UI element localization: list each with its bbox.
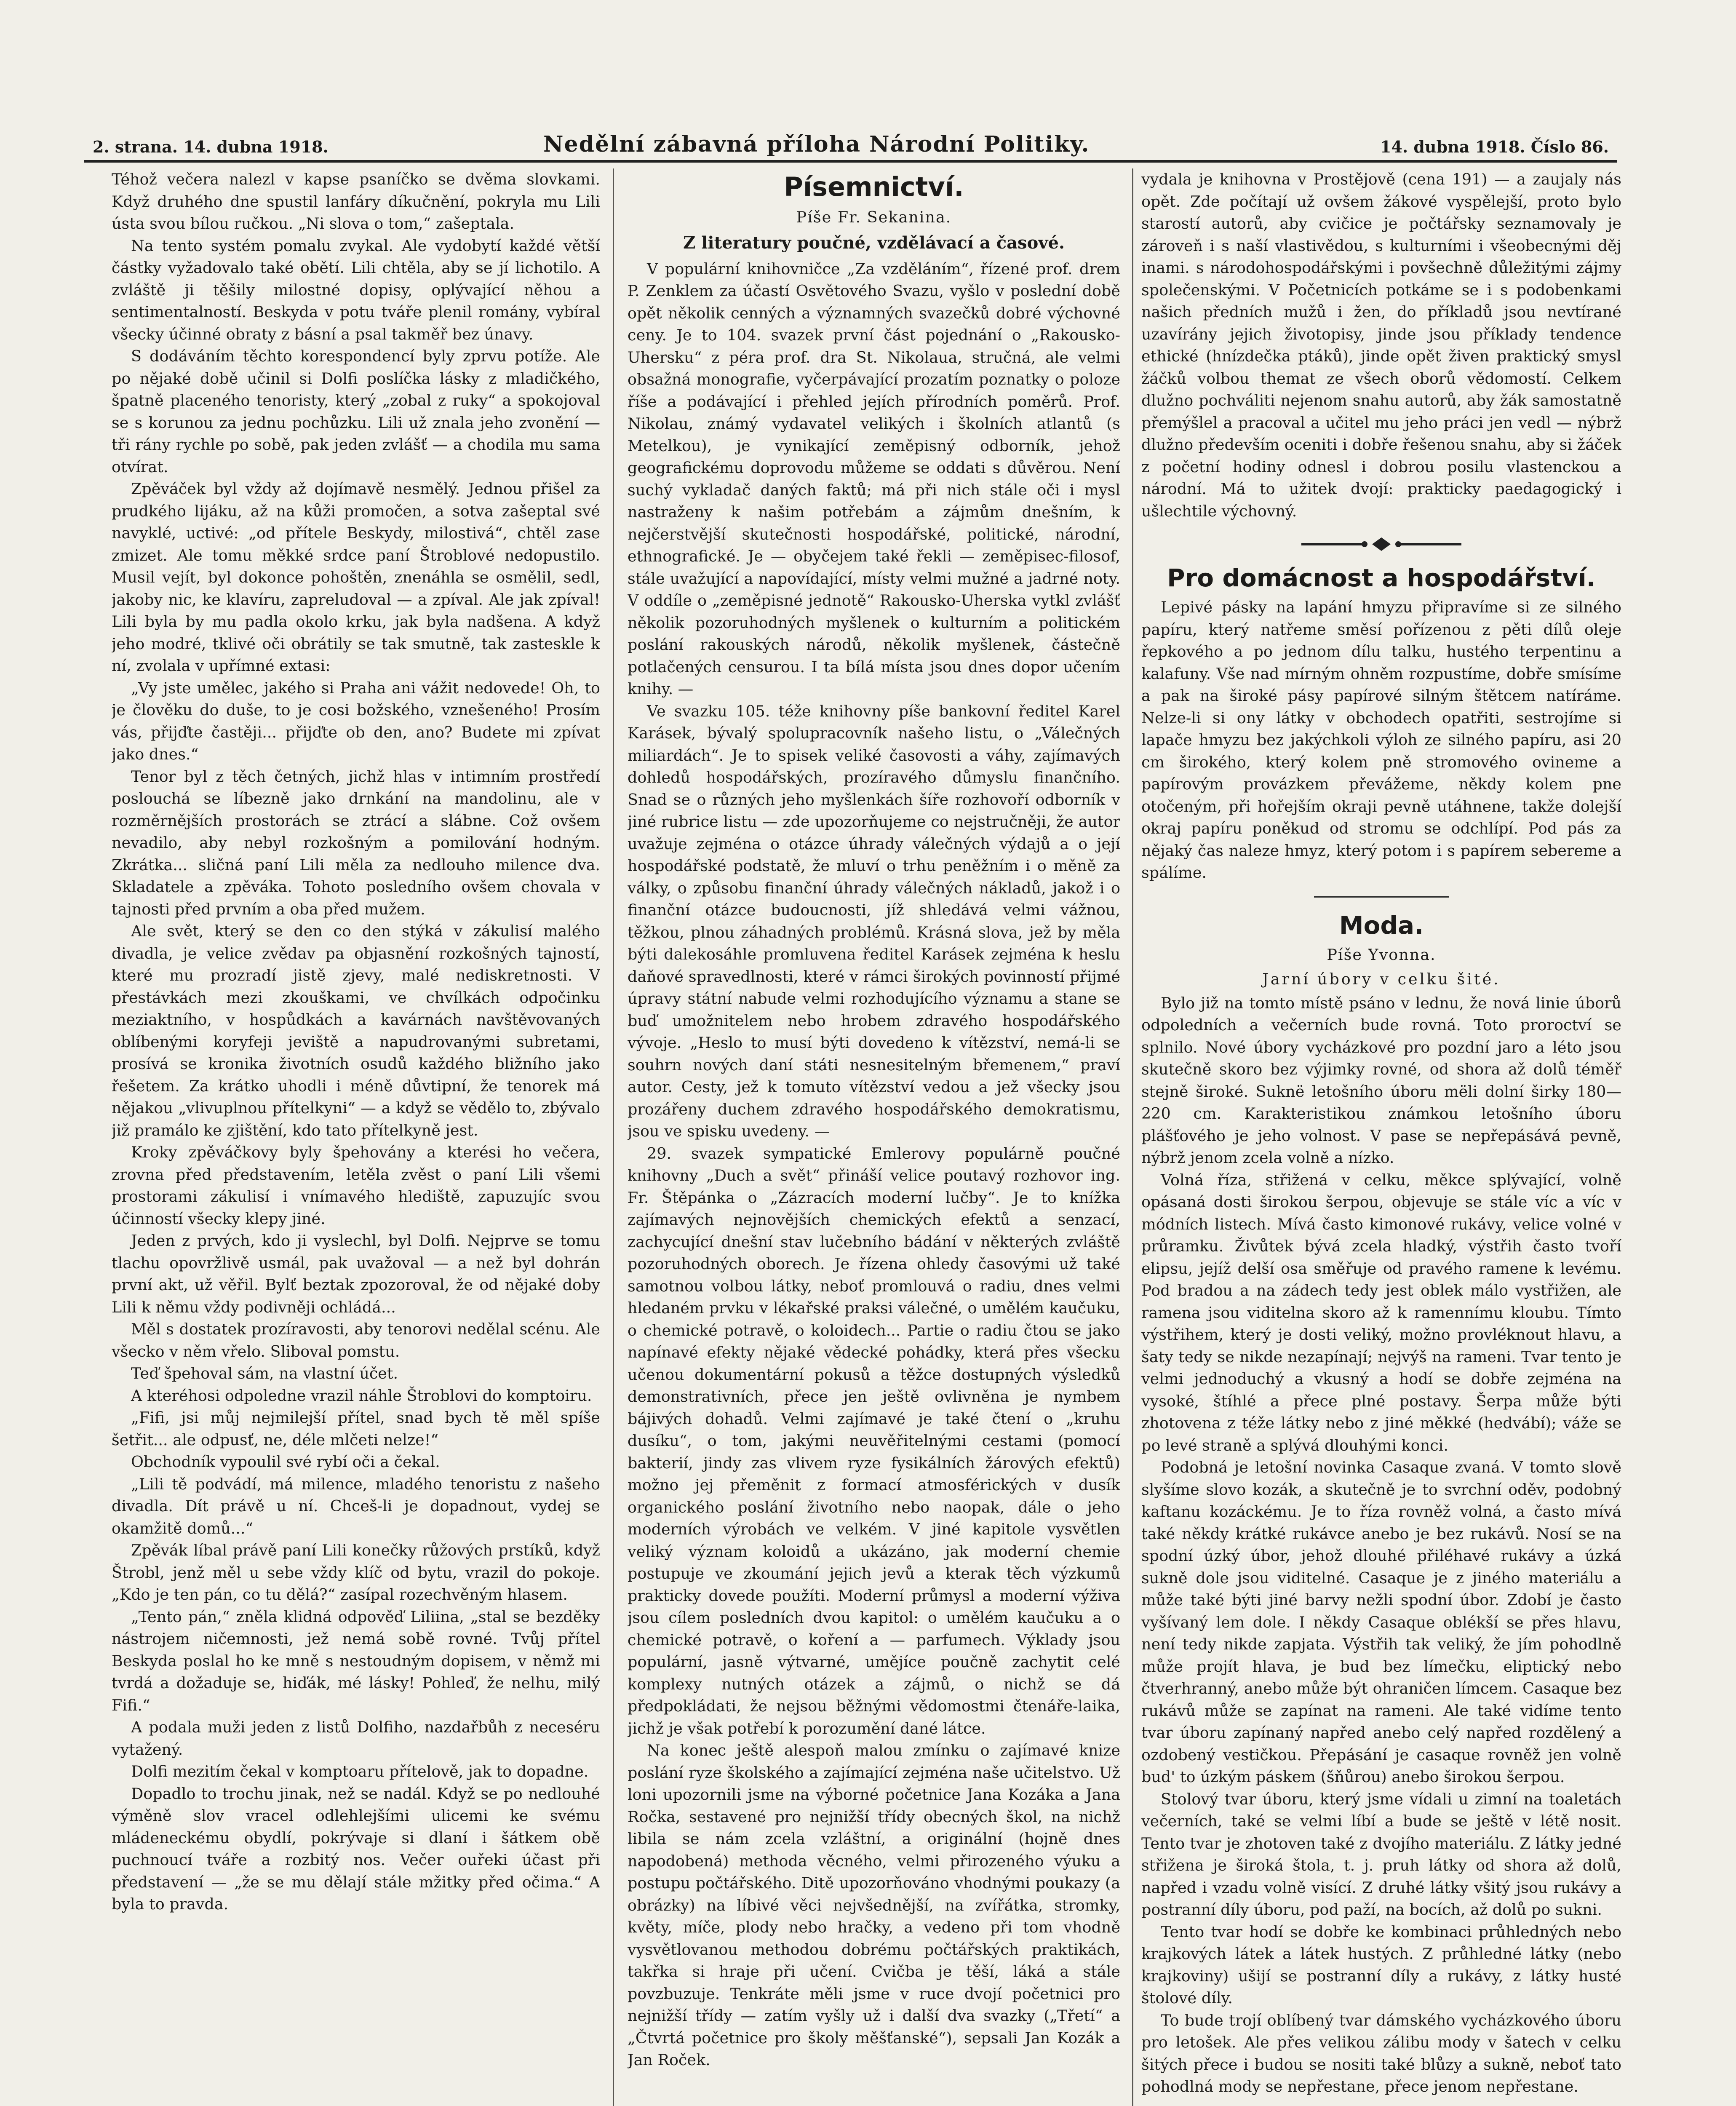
divider-line: [1314, 894, 1449, 899]
paragraph: Na konec ještě alespoň malou zmínku o zajímavé knize poslání ryze školského a zajímající zejména naše učitelstvo. Už loni upozornili jsme na výborné početnice Jana Kozáka a Jana Ročka, sestavené pro nejnižší třídy obecných škol, na nichž libila se nám zcela vzláštní, a originální (hojně dnes napodobená) methoda věcného, velmi přirozeného výuku a postupu počtářského. Ditě upozorňováno vhodnými poukazy (a obrázky) na líbivé věci nejvšednější, na zvířátka, stromky, květy, míče, plody nebo hračky, a vedeno při tom vhodně vysvětlovanou methodou dobrému počtářských praktikách, takřka si hraje při učení. Cvičba je těší, láká a stále povzbuzuje. Tenkráte měli jsme v ruce dvojí početnici pro nejnižší třídy — zatím vyšly už i další dva svazky („Třetí“ a „Čtvrtá početnice pro školy měšťanské“), sepsali Jan Kozák a Jan Roček.: [628, 1741, 1120, 2069]
paragraph: „Vy jste umělec, jakého si Praha ani vážit nedovede! Oh, to je člověku do duše, to je cosi božského, vznešeného! Prosím vás, přijďte častěji... přijďte ob den, ano? Budete mi zpívat jako dnes.“: [112, 679, 600, 763]
header-date-left: 2. strana. 14. dubna 1918.: [93, 137, 329, 156]
header-title: Nedělní zábavná příloha Národní Politiky.: [543, 131, 1090, 157]
page-header: [84, 131, 1617, 163]
column-literature: [628, 168, 1120, 2106]
paragraph: Jeden z prvých, kdo ji vyslechl, byl Dolfi. Nejprve se tomu tlachu opovržlivě usmál, pak uvažoval — a než byl dohrán první akt, už věřil. Bylť beztak zpozoroval, že od nějaké doby Lili k němu vždy podivněji ochládá...: [112, 1232, 600, 1316]
paragraph: 29. svazek sympatické Emlerovy populárně poučné knihovny „Duch a svět“ přináší velice poutavý rozhovor ing. Fr. Štěpánka o „Zázracích moderní lučby“. Je to knížka zajímavých nejnovějších chemických efektů a senzací, zachycující dnešní stav lučebního bádání v některých zvláště pozoruhodných oborech. Je řízena ohledy časovými už také samotnou volbou látky, neboť promlouvá o radiu, dnes velmi hledaném prvku v lékařské praksi válečné, o umělém kaučuku, o chemické potravě, o koloidech... Partie o radiu čtou se jako napínavé efekty nějaké vědecké pohádky, která přes všecku učenou dokumentární pokusů a těžce dostupných výsledků demonstrativních, přece jen ještě ovlivněna je nymbem bájivých dohadů. Velmi zajímavé je také čtení o „kruhu dusíku“, o tom, jakými neuvěřitelnými cestami (pomocí bakterií, jindy zas vlivem ryze fysikálních žárových efektů) možno jej přeměnit z formací atmosférických v dusík organického poslání životního nebo naopak, dále o jeho moderních výrobách ve velkém. V jiné kapitole vysvětlen veliký význam koloidů a ukázáno, jak moderní chemie postupuje ve zkoumání jejich jevů a kterak těch výzkumů prakticky dovede použíti. Moderní průmysl a moderní výživa jsou cílem posledních dvou kapitol: o umělém kaučuku a o chemické potravě, o koření a — parfumech. Výklady jsou populární, jasně výtvarné, umějíce poučně zachytit celé komplexy nutných otázek a zájmů, o nichž se dá předpokládati, že nejsou běžnými vědomostmi čtenáře-laika, jichž je však potřebí k porozumění dané látce.: [628, 1144, 1120, 1737]
paragraph: Obchodník vypoulil své rybí oči a čekal.: [131, 1453, 440, 1471]
paragraph: Téhož večera nalezl v kapse psaníčko se dvěma slovkami. Když druhého dne spustil lanfáry díkučnění, pokryla mu Lili ústa svou bílou ručkou. „Ni slova o tom,“ zašeptala.: [112, 170, 600, 233]
paragraph: S dodáváním těchto korespondencí byly zprvu potíže. Ale po nějaké době učinil si Dolfi poslíčka lásky z mladičkého, špatně placeného tenoristy, který „zobal z ruky“ a spokojoval se s korunou za jednu pochůzku. Lili už znala jeho zvonění — tři rány rychle po sobě, pak jeden zvlášť — a chodila mu sama otvírat.: [112, 347, 600, 476]
paragraph: Na tento systém pomalu zvykal. Ale vydobytí každé větší částky vyžadovalo také obětí. Lili chtěla, aby se jí lichotilo. A zvláště ji těšily milostné dopisy, oplývající něhou a sentimentalností. Beskyda v potu tváře plenil romány, vybíral všecky účinné obraty z básní a psal takměř bez únavy.: [112, 236, 600, 343]
paragraph: Teď špehoval sám, na vlastní účet.: [131, 1364, 398, 1382]
paragraph: Měl s dostatek prozíravosti, aby tenorovi nedělal scénu. Ale všecko v něm vřelo. Sliboval pomstu.: [112, 1320, 600, 1360]
paragraph: A kteréhosi odpoledne vrazil náhle Štroblovi do komptoiru.: [131, 1386, 592, 1405]
paragraph: Zpěváček byl vždy až dojímavě nesmělý. Jednou přišel za prudkého lijáku, až na kůži promočen, a sotva zašeptal své navyklé, uctivé: „od přítele Beskydy, milostivá“, chtěl zase zmizet. Ale tomu měkké srdce paní Štroblové nedopustilo. Musil vejít, byl dokonce pohoštěn, znenáhla se osmělil, sedl, jakoby nic, ke klavíru, zapreludoval — a zpíval. Ale jak zpíval! Lili byla by mu padla okolo krku, jak byla nadšena. A když jeho modré, tklivé oči obrátily se tak smutně, tak zasteskle k ní, zvolala v upřímné extasi:: [112, 480, 600, 675]
header-issue-right: 14. dubna 1918. Číslo 86.: [1380, 137, 1609, 156]
byline-literature: Píše Fr. Sekanina.: [796, 208, 952, 226]
subtitle-literature: Z literatury poučné, vzdělávací a časové.: [683, 233, 1065, 253]
paragraph: Tenor byl z těch četných, jichž hlas v intimním prostředí poslouchá se líbezně jako drnkání na mandolinu, ale v rozměrnějších prostorách se ztrácí a slábne. Což ovšem nevadilo, aby nebyl rozkošným a pomilování hodným. Zkrátka... sličná paní Lili měla za nedlouho milence dva. Skladatele a zpěváka. Tohoto posledního ovšem chovala v tajnosti před prvním a oba před mužem.: [112, 767, 600, 918]
paragraph: Stolový tvar úboru, který jsme vídali u zimní na toaletách večerních, také se velmi líbí a bude se ještě v létě nosit. Tento tvar je zhotoven také z dvojího materiálu. Z látky jedné střižena je široká štola, t. j. pruh látky od shora až dolů, napřed i vzadu volně visící. Z druhé látky všitý jsou rukávy a postranní díly úboru, pod paží, na bocích, až dolů po sukni.: [1141, 1790, 1621, 1919]
paragraph: Podobná je letošní novinka Casaque zvaná. V tomto slově slyšíme slovo kozák, a skutečně je to svrchní oděv, podobný kaftanu kozáckému. Je to říza rovněž volná, a často mívá také někdy krátké rukávce anebo je bez rukávů. Nosí se na spodní úzký úbor, jehož dlouhé přiléhavé rukávy a úzká sukně dole jsou viditelné. Casaque je z jiného materiálu a může také býti jiné barvy nežli spodní úbor. Zdobí je často vyšívaný lem dole. I někdy Casaque oblékší se přes hlavu, není tedy nikde zapjata. Výstřih tak veliký, že jím pohodlně může projít hlava, je bud bez límečku, eliptický nebo čtverhranný, anebo může být ohraničen límcem. Casaque bez rukávů může se zapínat na rameni. Ale také vidíme tento tvar úboru zapínaný napřed anebo celý napřed rozdělený a ozdobený vestičkou. Přepásání je casaque rovněž jen volně bud' to úzkým páskem (šňůrou) anebo širokou šerpou.: [1141, 1458, 1621, 1786]
paragraph: „Fifi, jsi můj nejmilejší přítel, snad bych tě měl spíše šetřit... ale odpusť, ne, déle mlčeti nelze!“: [112, 1408, 600, 1449]
paragraph: vydala je knihovna v Prostějově (cena 191) — a zaujaly nás opět. Zde počítají už ovšem žákové vyspělejší, proto bylo starostí autorů, aby cvičice je počtářsky seznamovaly je zároveň i s naší vlastivědou, s kulturními i všeobecnými děj inami. s národohospodářskými i povšechně důležitými zájmy společenskými. V Početnicích potkáme se i s podobenkami našich předních mužů i žen, do příkladů jsou nevtírané uzavírány jejich životopisy, jinde jsou příklady tendence ethické (hnízdečka ptáků), jinde opět živen praktický smysl žáčků volbou themat ze všech oborů vědomostí. Celkem dlužno pochváliti nejenom snahu autorů, aby žák samostatně přemýšlel a pracoval a učitel mu jeho práci jen vedl — nýbrž dlužno především oceniti i dobře řešenou snahu, aby si žáček z početní hodiny odnesl i dobrou posilu vlastenckou a národní. Má to užitek dvojí: prakticky paedagogický i ušlechtile výchovný.: [1141, 170, 1621, 520]
paragraph: Tento tvar hodí se dobře ke kombinaci průhledných nebo krajkových látek a látek hustých. Z průhledné látky (nebo krajkoviny) ušijí se postranní díly a rukávy, z látky husté štolové díly.: [1141, 1922, 1621, 2007]
column-home-fashion: [1141, 168, 1621, 2106]
paragraph: Dolfi mezitím čekal v komptoaru přítelově, jak to dopadne.: [131, 1762, 589, 1780]
paragraph: Bylo již na tomto místě psáno v lednu, že nová linie úborů odpoledních a večerních bude rovná. Toto proroctví se splnilo. Nové úbory vycházkové pro pozdní jaro a léto jsou skutečně skoro bez výjimky rovné, od shora až dolů téměř stejně široké. Suknë letošního úboru mëli dolní širky 180—220 cm. Karakteristikou známkou letošního úboru plášťového je jeho volnost. V pase se nepřepásává pevně, nýbrž jenom zcela volně a nízko.: [1141, 994, 1621, 1167]
paragraph: To bude trojí oblíbený tvar dámského vycházkového úboru pro letošek. Ale přes velikou zálibu mody v šatech v celku šitých přece i budou se nositi také blůzy a sukně, neboť tato pohodlná mody se nepřestane, přece jenom nepřestane.: [1141, 2011, 1621, 2095]
section-title-household: Pro domácnost a hospodářství.: [1167, 564, 1596, 592]
paragraph: Lepivé pásky na lapání hmyzu připravíme si ze silného papíru, který natřeme směsí pořízenou z pěti dílů oleje řepkového a po jednom dílu talku, hustého terpentinu a kalafuny. Vše nad mírným ohněm rozpustíme, dobře smísíme a pak na široké pásy papírové silným štětcem natíráme. Nelze-li si ony látky v obchodech opatřiti, sestrojíme si lapače hmyzu bez jakýchkoli výloh ze silného papíru, asi 20 cm širokého, který kolem pně stromového ovineme a papírovým provázkem převážeme, někdy kolem pne otočeným, při hořejším okraji pevně utáhnene, takže dolejší okraj papíru poněkud od stromu se odchlípí. Pod pás za nějaký čas naleze hmyz, který potom i s papírem sebereme a spálíme.: [1141, 598, 1621, 882]
column-rule-1: [613, 168, 614, 2106]
paragraph: A podala muži jeden z listů Dolfiho, nazdařbůh z neceséru vytažený.: [112, 1718, 600, 1759]
subtitle-fashion: Jarní úbory v celku šité.: [1262, 970, 1501, 988]
paragraph: Kroky zpěváčkovy byly špehovány a kterési ho večera, zrovna před představením, letěla zvěst o paní Lili všemi prostorami zákulisí i vnímavého hlediště, zapuzujíc svou účinností všecky klepy jiné.: [112, 1143, 600, 1228]
paragraph: Volná říza, střižená v celku, měkce splývající, volně opásaná dosti širokou šerpou, objevuje se stále víc a víc v módních listech. Mívá často kimonové rukávy, velice volné v průramku. Živůtek bývá zcela hladký, výstřih často tvoří elipsu, jejíž delší osa směřuje od pravého ramene k levému. Pod bradou a na zádech tedy jest oblek málo vystřižen, ale ramena jsou viditelna skoro až k ramennímu kloubu. Tímto výstřihem, který je dosti veliký, možno provléknout hlavu, a šaty tedy se nikde nezapínají; nejvýš na rameni. Tvar tento je velmi jednoduchý a vkusný a hodí se dobře zejména na vysoké, štíhlé a přece plné postavy. Šerpa může býti zhotovena z téže látky nebo z jiné měkké (hedvábí); váže se po levé straně a splývá dlouhými konci.: [1141, 1171, 1621, 1454]
ornament-divider: [1301, 536, 1461, 553]
byline-fashion: Píše Yvonna.: [1327, 945, 1436, 964]
paragraph: „Tento pán,“ zněla klidná odpověď Liliina, „stal se bezděky nástrojem ničemnosti, jež nemá sobě rovné. Tvůj přítel Beskyda poslal ho ke mně s nestoudným dopisem, v němž mi tvrdá a dožaduje se, hiďák, mé lásky! Pohleď, že nelhu, milý Fifi.“: [112, 1607, 600, 1714]
column-rule-2: [1132, 168, 1133, 2106]
paragraph: Ale svět, který se den co den stýká v zákulisí malého divadla, je velice zvědav pa objasnění rozkošných tajností, které mu prozradí jistě zjevy, malé nediskretnosti. V přestávkách mezi zkouškami, ve chvílkách odpočinku meziaktního, v hospůdkách a kavárnách navštěvovaných oblíbenými koryfeji jeviště a napudrovanými subretami, prosívá se kronika životních osudů každého bližního jako řešetem. Za krátko uhodli i méně důvtipní, že tenorek má nějakou „vlivuplnou přítelkyni“ — a když se vědělo to, zbývalo již pramálo ke zjištění, kdo tato přítelkyně jest.: [112, 922, 600, 1139]
section-title-fashion: Moda.: [1339, 911, 1424, 940]
paragraph: Ve svazku 105. téže knihovny píše bankovní ředitel Karel Karásek, bývalý spolupracovník našeho listu, o „Válečných miliardách“. Je to spisek veliké časovosti a váhy, zajímavých dohledů hospodářských, prozíravého důmyslu finančního. Snad se o různých jeho myšlenkách šíře rozhovoří odborník v jiné rubrice listu — zde upozorňujeme co nejstručněji, že autor uvažuje zejména o otázce úhrady válečných výdajů a o její hospodářské podstatě, že mluví o trhu peněžním i o měně za války, o způsobu finanční úhrady válečných nákladů, jakož i o finanční otázce budoucnosti, jíž shledává velmi vážnou, těžkou, plnou záhadných problémů. Krásná slova, jež by měla býti dalekosáhle promluvena ředitel Karásek zejména k heslu daňové spravedlnosti, které v rámci širokých povinností přijmé úpravy státní nabude velmi rozhodujícího významu a stane se buď umožnitelem nebo hrobem zdravého hospodářského vývoje. „Heslo to musí býti dovedeno k vítězství, nemá-li se souhrn nových daní státi nesnesitelným břemenem,“ praví autor. Cesty, jež k tomuto vítězství vedou a jež všecky jsou prozářeny duchem zdravého hospodářského demokratismu, jsou ve spisku uvedeny. —: [628, 702, 1120, 1140]
paragraph: Zpěvák líbal právě paní Lili konečky růžových prstíků, když Štrobl, jenž měl u sebe vždy klíč od bytu, vrazil do pokoje. „Kdo je ten pán, co tu dělá?“ zasípal rozechvěným hlasem.: [112, 1541, 600, 1604]
paragraph: V populární knihovničce „Za vzděláním“, řízené prof. drem P. Zenklem za účastí Osvětového Svazu, vyšlo v poslední době opět několik cenných a významných svazečků dobré výchovné ceny. Je to 104. svazek první část pojednání o „Rakousko-Uhersku“ z péra prof. dra St. Nikolaua, stručná, ale velmi obsažná monografie, vyčerpávající prozatím poznatky o poloze říše a podávající i přehled jejích přírodních poměrů. Prof. Nikolau, známý vydavatel velikých i školních atlantů (s Metelkou), je vynikající zeměpisný odborník, jehož geografickému doprovodu můžeme se oddati s důvěrou. Není suchý vykladač daných faktů; má při nich stále oči i mysl nastraženy k našim potřebám a zájmům dnešním, k nejčerstvější skutečnosti hospodářské, politické, národní, ethnografické. Je — obyčejem také řekli — zeměpisec-filosof, stále uvažující a napovídající, místy velmi mužné a jadrné noty. V oddíle o „zeměpisné jednotě“ Rakousko-Uherska vytkl zvlášť několik pozoruhodných myšlenek o kulturním a politickém poslání rakouských národů, několik myšlenek, částečně potlačených censurou. I ta bílá místa jsou dnes dopor učením knihy. —: [628, 259, 1120, 698]
column-story: [112, 168, 600, 2106]
paragraph: Dopadlo to trochu jinak, než se nadál. Když se po nedlouhé výměně slov vracel odlehlejšími ulicemi ke svému mládeneckému obydlí, pokrývaje si dlaní i šátkem obě puchnoucí tváře a rozbitý nos. Večer ouřeki účast při představení — „že se mu dělají stále mžitky před očima.“ A byla to pravda.: [112, 1784, 600, 1913]
section-title-literature: Písemnictví.: [784, 171, 964, 202]
paragraph: „Lili tě podvádí, má milence, mladého tenoristu z našeho divadla. Dít právě u ní. Chceš-li je dopadnout, vydej se okamžitě domů...“: [112, 1475, 600, 1537]
